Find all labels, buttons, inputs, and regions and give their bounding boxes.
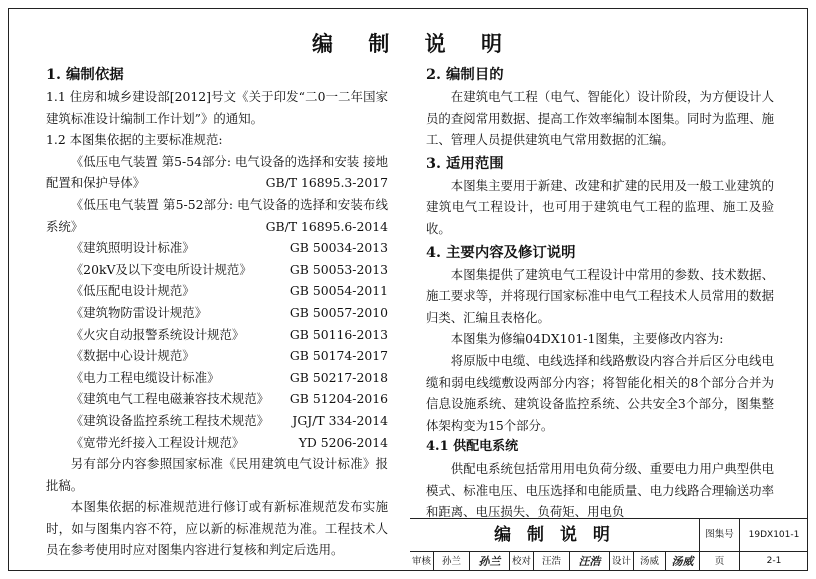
left-column: [46, 62, 388, 561]
title-block-top-row: [410, 519, 808, 552]
basis-paragraph-3: 另有部分内容参照国家标准《民用建筑电气设计标准》报批稿。: [46, 456, 388, 493]
standard-item: [46, 194, 388, 237]
right-column: [426, 62, 774, 523]
basis-paragraph-2: 1.2 本图集依据的主要标准规范:: [46, 132, 223, 148]
standard-code: JGJ/T 334-2014: [292, 412, 388, 428]
content-paragraph-3: 将原版中电缆、电线选择和线路敷设内容合并后区分电线电缆和弱电线缆敷设两部分内容；将智能化相关的8个部分合并为信息设施系统、建筑设备监控系统、公共安全3个部分，图集整体架构变为15个部分。: [426, 352, 774, 433]
title-block-signature-row: [410, 552, 808, 571]
scope-paragraph: 本图集主要用于新建、改建和扩建的民用及一般工业建筑的建筑电气工程设计，也可用于建筑电气工程的监理、施工及验收。: [426, 177, 774, 236]
standard-item: [46, 151, 388, 194]
title-block-title: 编 制 说 明: [410, 519, 700, 551]
standard-name: 《火灾自动报警系统设计规范》: [70, 326, 245, 342]
standard-code: GB/T 16895.6-2014: [265, 218, 388, 234]
standard-name: 《电力工程电缆设计标准》: [70, 369, 220, 385]
standard-name: 《低压配电设计规范》: [70, 283, 195, 299]
basis-paragraph-4: 本图集依据的标准规范进行修订或有新标准规范发布实施时，如与图集内容不符，应以新的标准规范为准。工程技术人员在参考使用时应对图集内容进行复核和判定后选用。: [46, 499, 388, 558]
standard-item: [46, 410, 388, 432]
standard-item: [46, 324, 388, 346]
standard-code: GB 50174-2017: [289, 348, 388, 364]
review-label: 审核: [410, 552, 434, 571]
standard-code: GB 50054-2011: [289, 283, 388, 299]
standard-code: GB 50057-2010: [289, 304, 388, 320]
section-heading-purpose: 2. 编制目的: [426, 66, 504, 83]
standard-name: 《宽带光纤接入工程设计规范》: [70, 434, 245, 450]
checker-name: 汪浩: [534, 552, 570, 571]
standard-item: [46, 259, 388, 281]
standard-item: [46, 432, 388, 454]
standard-item: [46, 367, 388, 389]
standard-item: [46, 302, 388, 324]
atlas-number-label: 图集号: [700, 519, 740, 551]
checker-signature: 汪浩: [570, 552, 610, 571]
standard-name: 《建筑电气工程电磁兼容技术规范》: [70, 391, 270, 407]
section-heading-content: 4. 主要内容及修订说明: [426, 243, 576, 261]
standard-item: [46, 345, 388, 367]
standard-item: [46, 237, 388, 259]
standard-code: GB/T 16895.3-2017: [265, 175, 388, 191]
standard-code: GB 50116-2013: [289, 326, 388, 342]
reviewer-name: 孙兰: [434, 552, 470, 571]
check-label: 校对: [510, 552, 534, 571]
standard-name: 《低压电气装置 第5-54部分: 电气设备的选择和安装 接地配置和保护导体》: [46, 153, 388, 191]
atlas-number: 19DX101-1: [748, 530, 800, 540]
standard-name: 《20kV及以下变电所设计规范》: [70, 261, 252, 277]
page-number: 2-1: [766, 556, 782, 566]
standard-code: GB 50034-2013: [289, 240, 388, 256]
standard-item: [46, 280, 388, 302]
design-label: 设计: [610, 552, 634, 571]
basis-paragraph-1: 1.1 住房和城乡建设部[2012]号文《关于印发“二0一二年国家建筑标准设计编制工作计划”》的通知。: [46, 89, 388, 126]
standard-name: 《建筑物防雷设计规范》: [70, 304, 208, 320]
standard-name: 《建筑设备监控系统工程技术规范》: [70, 412, 270, 428]
section-heading-scope: 3. 适用范围: [426, 154, 504, 172]
designer-signature: 汤威: [666, 552, 700, 571]
subsection-heading-power: 4.1 供配电系统: [426, 439, 519, 455]
content-paragraph-1: 本图集提供了建筑电气工程设计中常用的参数、技术数据、施工要求等，并将现行国家标准中电气工程技术人员常用的数据归类、汇编且表格化。: [426, 266, 774, 325]
standard-item: [46, 388, 388, 410]
standard-name: 《数据中心设计规范》: [70, 348, 195, 364]
designer-name: 汤威: [634, 552, 666, 571]
page-title: 编 制 说 明: [312, 31, 504, 56]
standard-name: 《建筑照明设计标准》: [70, 240, 195, 256]
standard-code: GB 50053-2013: [289, 261, 388, 277]
standard-code: YD 5206-2014: [298, 434, 388, 450]
reviewer-signature: 孙兰: [470, 552, 510, 571]
page-label: 页: [700, 552, 740, 571]
title-block: [410, 518, 808, 571]
purpose-paragraph: 在建筑电气工程（电气、智能化）设计阶段，为方便设计人员的查阅常用数据、提高工作效率编制本图集。同时为监理、施工、管理人员提供建筑电气常用数据的汇编。: [426, 89, 774, 148]
section-heading-basis: 1. 编制依据: [46, 66, 124, 83]
standard-code: GB 50217-2018: [289, 369, 388, 385]
standard-name: 《低压电气装置 第5-52部分: 电气设备的选择和安装布线系统》: [46, 196, 388, 234]
power-paragraph: 供配电系统包括常用用电负荷分级、重要电力用户典型供电模式、标准电压、电压选择和电能质量、电力线路合理输送功率和距离、电压损失、负荷矩、用电负: [426, 460, 774, 520]
standard-code: GB 51204-2016: [289, 391, 388, 407]
content-paragraph-2: 本图集为修编04DX101-1图集，主要修改内容为:: [450, 331, 724, 347]
